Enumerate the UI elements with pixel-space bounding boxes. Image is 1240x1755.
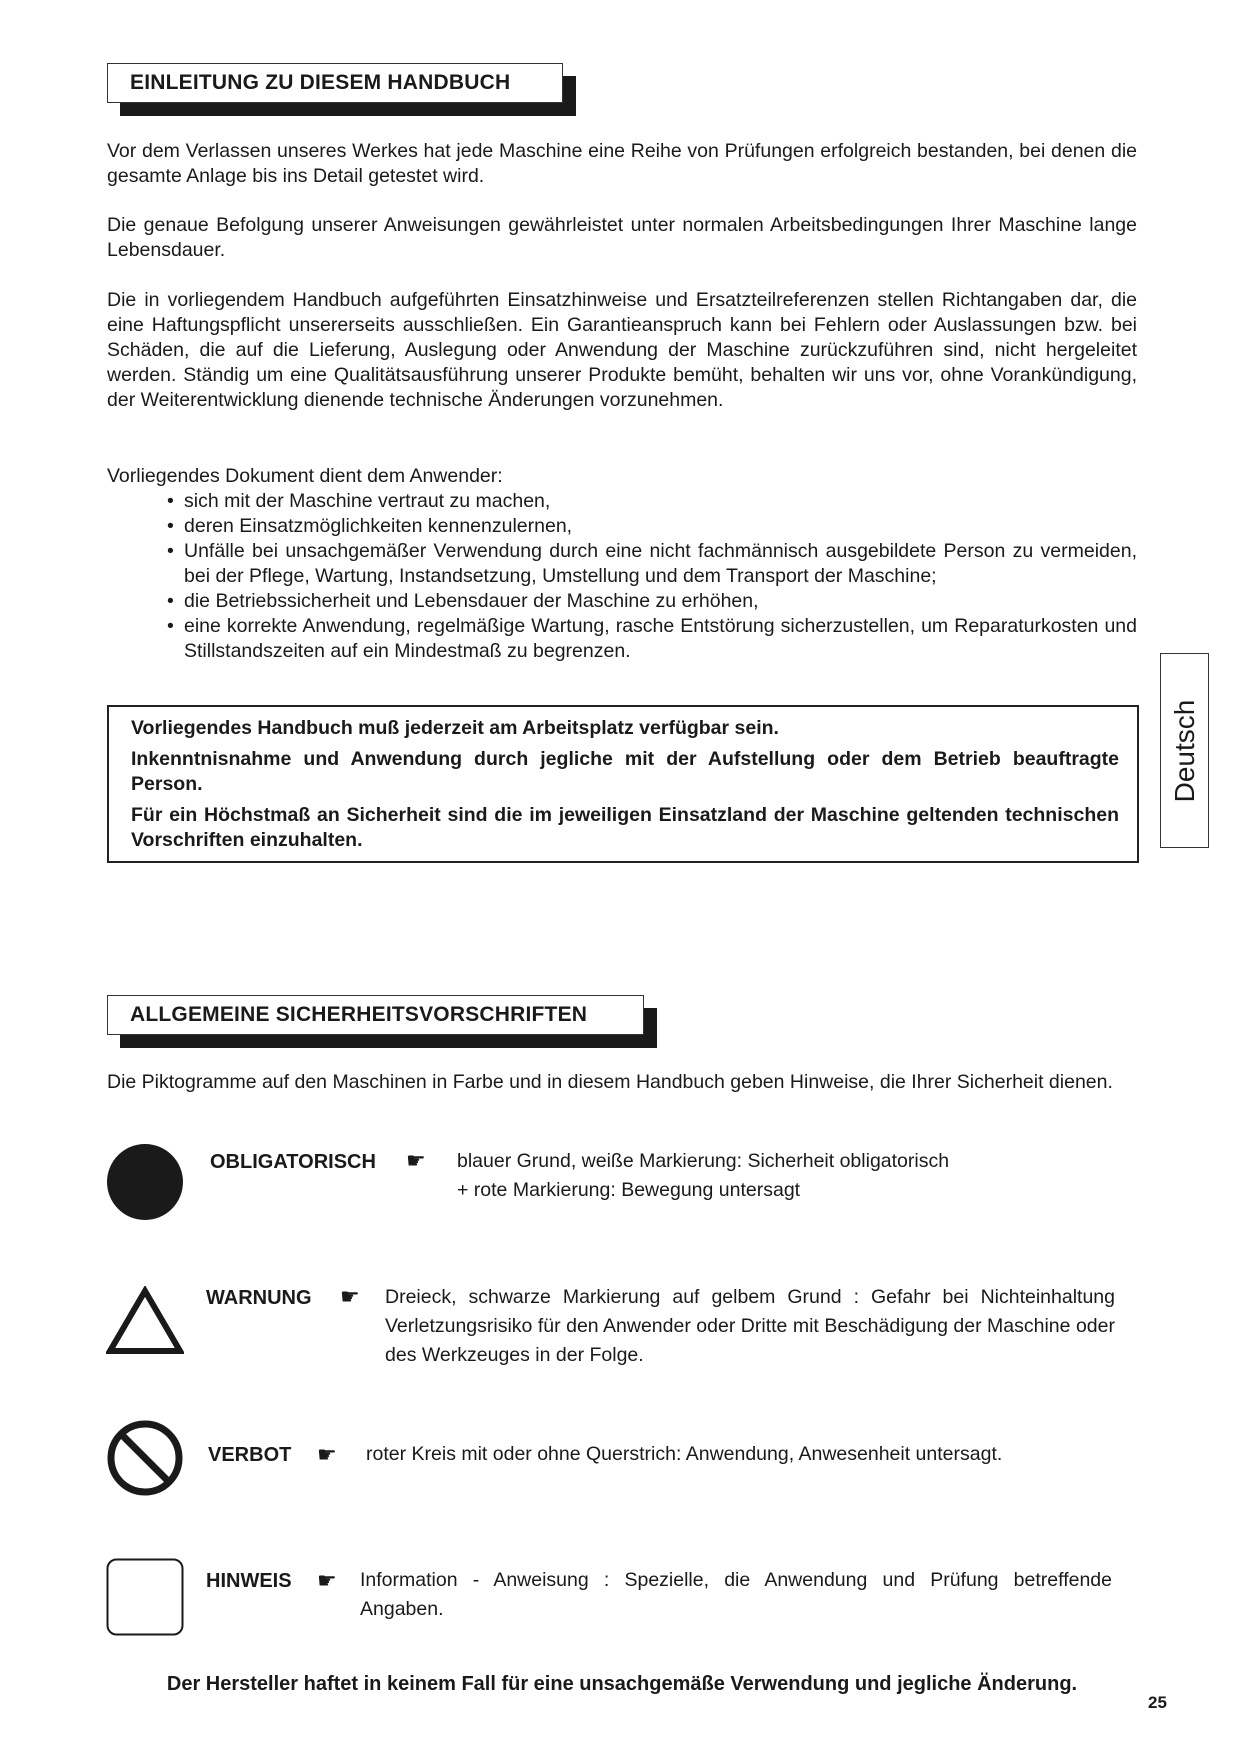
bullet-icon: • — [167, 490, 174, 512]
page-number: 25 — [1148, 1693, 1167, 1712]
list-item-text: deren Einsatzmöglichkeiten kennenzulernen, — [184, 515, 573, 537]
bullet-icon: • — [167, 590, 174, 612]
liability-disclaimer: Der Hersteller haftet in keinem Fall für eine unsachgemäße Verwendung und jegliche Änderung. — [166, 1673, 1078, 1695]
paragraph-text: Vor dem Verlassen unseres Werkes hat jede Maschine eine Reihe von Prüfungen erfolgreich bestanden, bei denen die gesamte Anlage bis ins Detail getestet wird. — [107, 140, 1137, 187]
description-line: + rote Markierung: Bewegung untersagt — [457, 1179, 801, 1201]
section-title-safety: ALLGEMEINE SICHERHEITSVORSCHRIFTEN — [107, 995, 644, 1035]
pointing-hand-icon: ☛ — [317, 1442, 337, 1467]
pictogram-description — [457, 1147, 1137, 1205]
description-line: Information - Anweisung : Spezielle, die Anwendung und Prüfung betreffende Angaben. — [360, 1569, 1112, 1620]
notice-line: Vorliegendes Handbuch muß jederzeit am Arbeitsplatz verfügbar sein. — [131, 717, 779, 739]
list-item-text: die Betriebssicherheit und Lebensdauer der Maschine zu erhöhen, — [184, 590, 759, 612]
pictogram-description — [366, 1440, 1136, 1469]
description-line: roter Kreis mit oder ohne Querstrich: Anwendung, Anwesenheit untersagt. — [366, 1443, 1003, 1465]
paragraph-text: Die in vorliegendem Handbuch aufgeführten Einsatzhinweise und Ersatzteilreferenzen stellen Richtangaben dar, die eine Haftungspflicht unsererseits ausschließen. Ein Garantieanspruch kann bei Fehlern oder Auslassungen bzw. bei Schäden, die auf die Lieferung, Auslegung oder Anwendung der Maschine zurückzuführen sind, nicht hergeleitet werden. Ständig um eine Qualitätsausführung unserer Produkte bemüht, behalten wir uns vor, ohne Vorankündigung, der Weiterentwicklung dienende technische Änderungen vorzunehmen. — [107, 289, 1137, 411]
list-intro: Vorliegendes Dokument dient dem Anwender: — [107, 465, 503, 487]
language-tab-label: Deutsch — [1168, 699, 1200, 802]
pictogram-label-mandatory: OBLIGATORISCH — [210, 1151, 376, 1173]
pictogram-label-note: HINWEIS — [206, 1570, 292, 1592]
bullet-icon: • — [167, 515, 174, 537]
section-title-introduction: EINLEITUNG ZU DIESEM HANDBUCH — [107, 63, 563, 103]
bullet-icon: • — [167, 540, 174, 562]
rounded-square-icon — [106, 1558, 184, 1636]
paragraph-text: Die genaue Befolgung unserer Anweisungen gewährleistet unter normalen Arbeitsbedingungen Ihrer Maschine lange Lebensdauer. — [107, 214, 1137, 261]
paragraph — [107, 139, 1137, 189]
paragraph — [107, 288, 1137, 413]
pointing-hand-icon: ☛ — [340, 1284, 360, 1309]
language-tab — [1160, 653, 1209, 848]
filled-circle-icon — [106, 1143, 184, 1221]
list-item — [107, 614, 1137, 664]
notice-line: Inkenntnisnahme und Anwendung durch jegliche mit der Aufstellung oder dem Betrieb beauftragte Person. — [131, 748, 1119, 795]
pictogram-label-prohibition: VERBOT — [208, 1444, 292, 1466]
pictogram-label-warning: WARNUNG — [206, 1287, 312, 1309]
list-item — [107, 514, 1137, 539]
description-line: blauer Grund, weiße Markierung: Sicherheit obligatorisch — [457, 1150, 950, 1172]
purpose-list — [107, 464, 1137, 664]
paragraph — [107, 213, 1137, 263]
paragraph — [107, 1070, 1137, 1095]
list-item — [107, 539, 1137, 589]
list-item-text: Unfälle bei unsachgemäßer Verwendung durch eine nicht fachmännisch ausgebildete Person zu vermeiden, bei der Pflege, Wartung, Instandsetzung, Umstellung und dem Transport der Maschine; — [184, 540, 1137, 587]
pictogram-description — [385, 1283, 1115, 1370]
list-item — [107, 589, 1137, 614]
prohibition-circle-icon — [106, 1419, 184, 1497]
pointing-hand-icon: ☛ — [406, 1148, 426, 1173]
list-item — [107, 489, 1137, 514]
paragraph-text: Die Piktogramme auf den Maschinen in Farbe und in diesem Handbuch geben Hinweise, die Ihrer Sicherheit dienen. — [107, 1071, 1113, 1093]
pictogram-description — [360, 1566, 1112, 1624]
notice-line: Für ein Höchstmaß an Sicherheit sind die im jeweiligen Einsatzland der Maschine geltenden technischen Vorschriften einzuhalten. — [131, 804, 1119, 851]
description-line: Dreieck, schwarze Markierung auf gelbem Grund : Gefahr bei Nichteinhaltung Verletzungsrisiko für den Anwender oder Dritte mit Beschädigung der Maschine oder des Werkzeuges in der Folge. — [385, 1286, 1115, 1366]
list-item-text: eine korrekte Anwendung, regelmäßige Wartung, rasche Entstörung sicherzustellen, um Reparaturkosten und Stillstandszeiten auf ein Mindestmaß zu begrenzen. — [184, 615, 1137, 662]
notice-box — [107, 705, 1139, 863]
bullet-icon: • — [167, 615, 174, 637]
warning-triangle-icon — [106, 1286, 184, 1356]
pointing-hand-icon: ☛ — [317, 1568, 337, 1593]
list-item-text: sich mit der Maschine vertraut zu machen, — [184, 490, 551, 512]
